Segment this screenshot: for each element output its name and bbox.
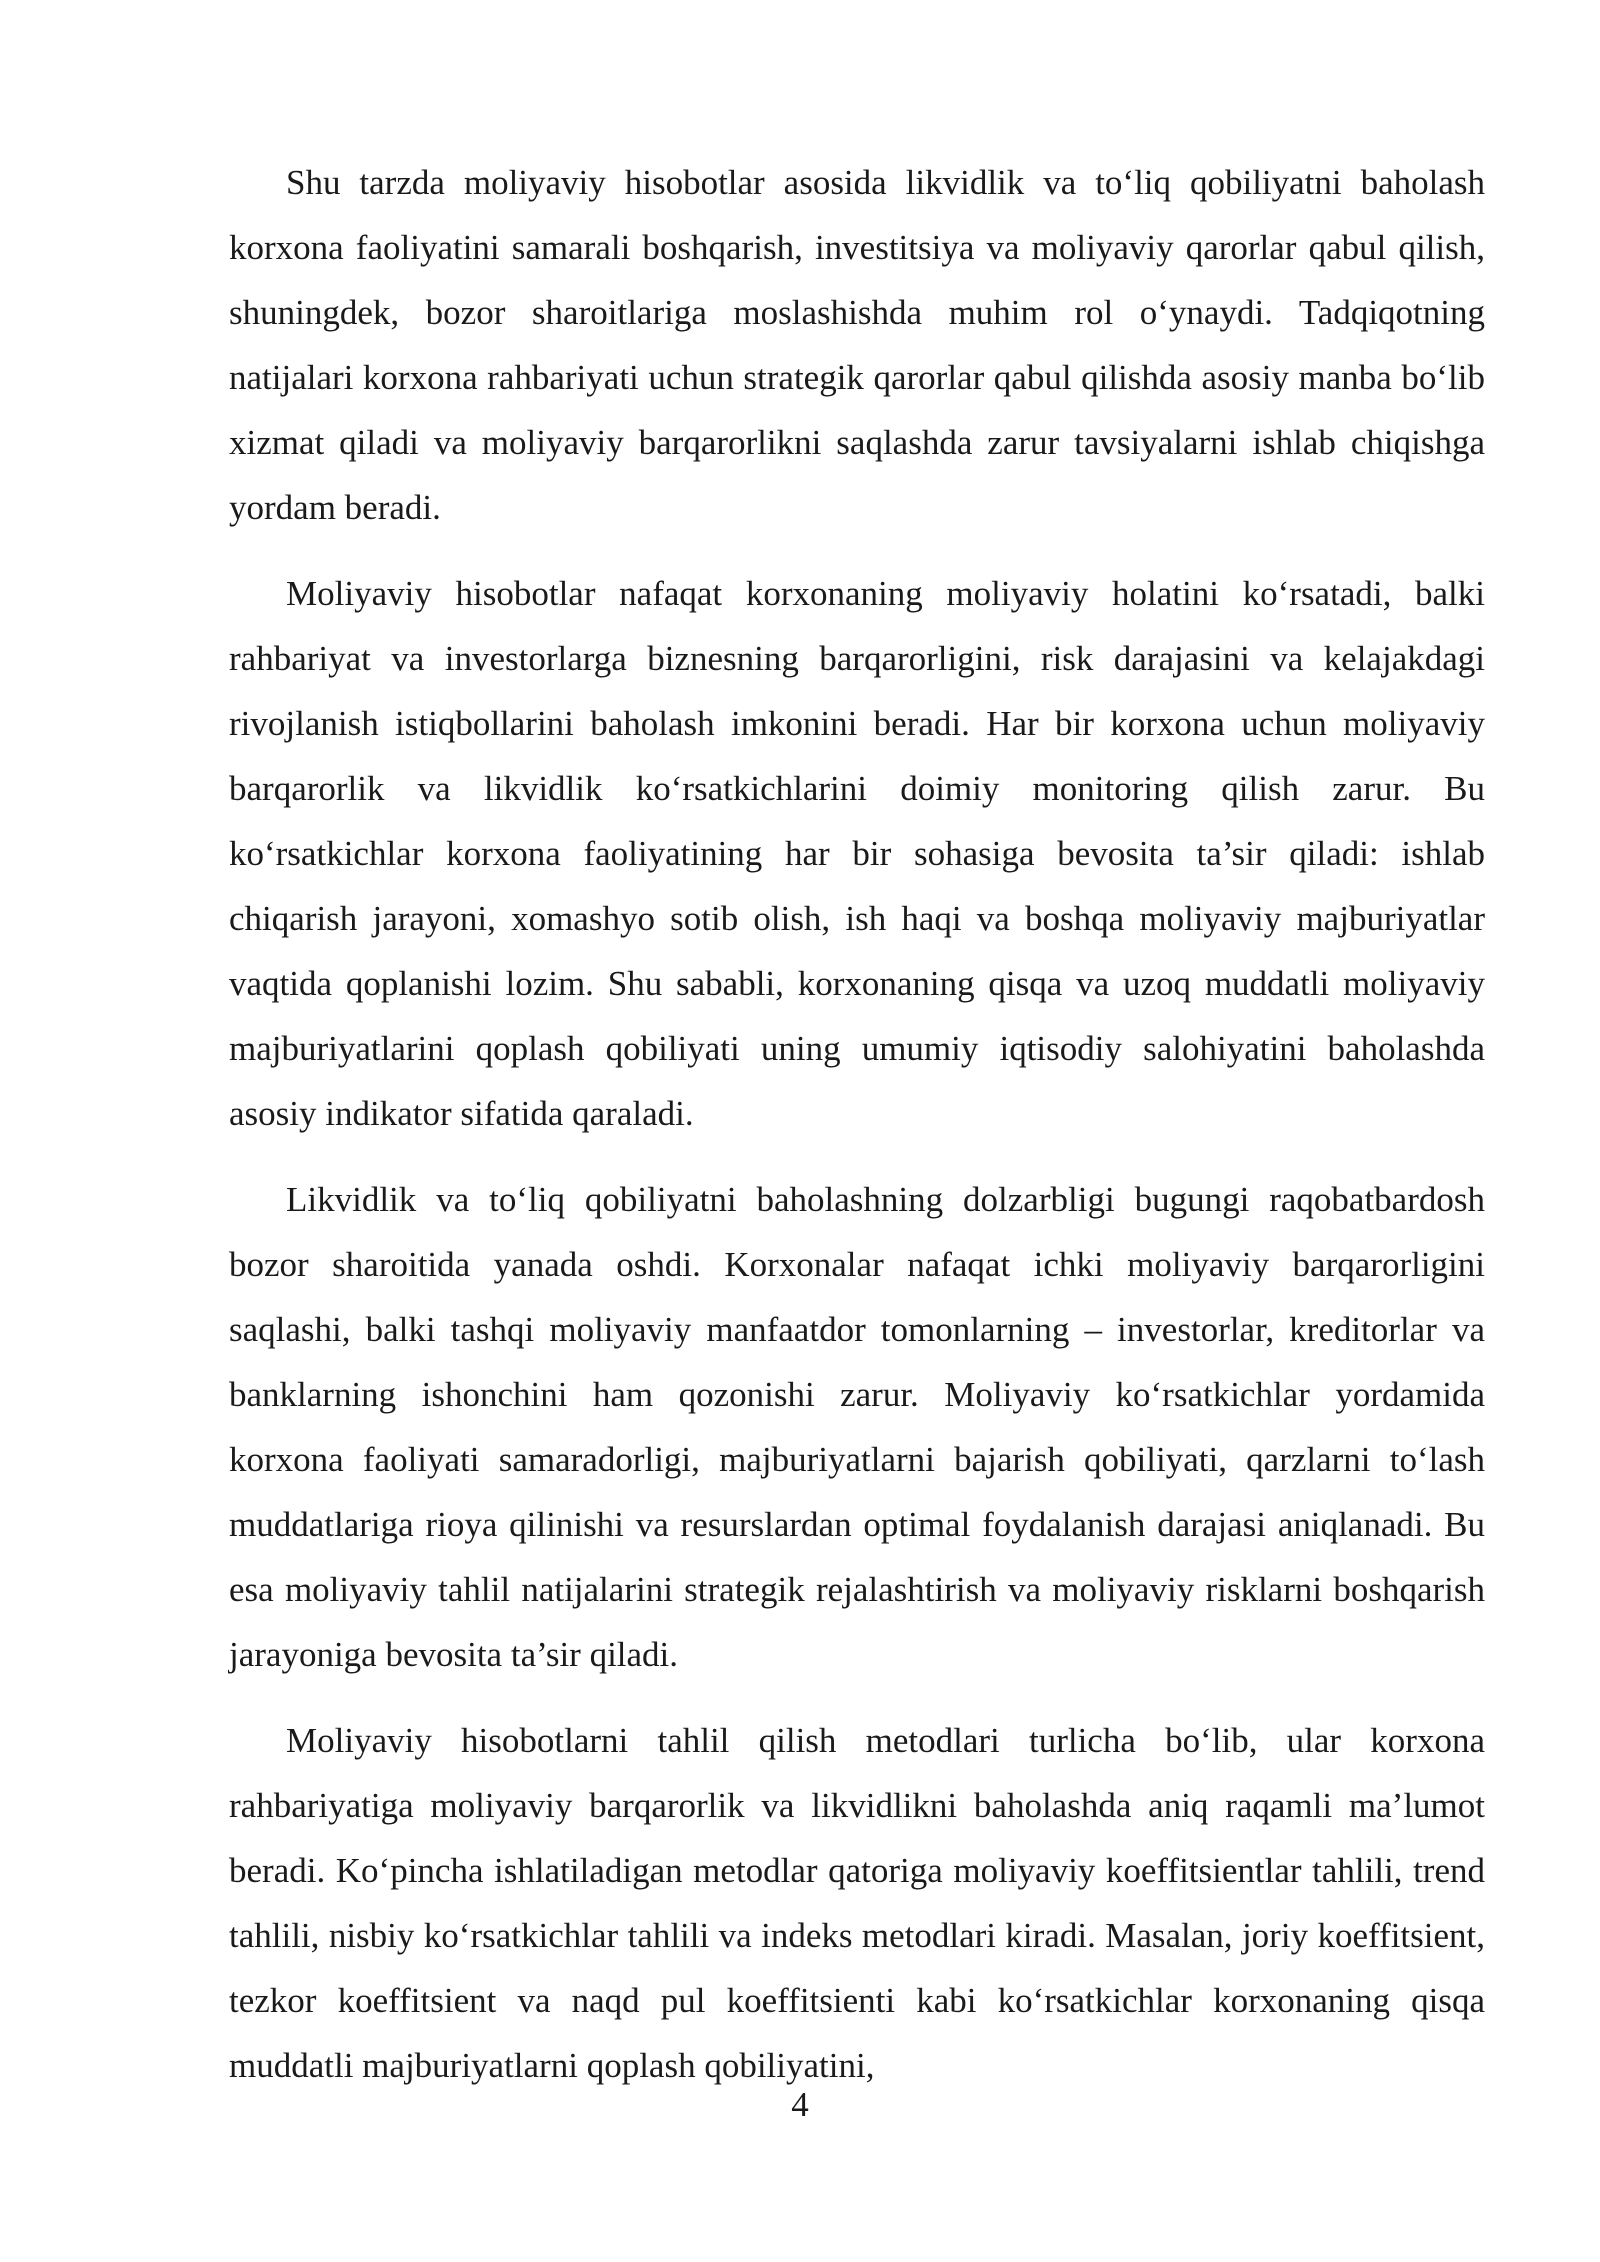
page-number: 4	[791, 2085, 809, 2124]
paragraph-4: Moliyaviy hisobotlarni tahlil qilish metodlari turlicha bo‘lib, ular korxona rahbariyatiga moliyaviy barqarorlik va likvidlikni baholashda aniq raqamli ma’lumot beradi. Ko‘pincha ishlatiladigan metodlar qatoriga moliyaviy koeffitsientlar tahlili, trend tahlili, nisbiy ko‘rsatkichlar tahlili va indeks metodlari kiradi. Masalan, joriy koeffitsient, tezkor koeffitsient va naqd pul koeffitsienti kabi ko‘rsatkichlar korxonaning qisqa muddatli majburiyatlarni qoplash qobiliyatini,	[229, 1721, 1485, 2085]
paragraph-1: Shu tarzda moliyaviy hisobotlar asosida likvidlik va to‘liq qobiliyatni baholash korxona faoliyatini samarali boshqarish, investitsiya va moliyaviy qarorlar qabul qilish, shuningdek, bozor sharoitlariga moslashishda muhim rol o‘ynaydi. Tadqiqotning natijalari korxona rahbariyati uchun strategik qarorlar qabul qilishda asosiy manba bo‘lib xizmat qiladi va moliyaviy barqarorlikni saqlashda zarur tavsiyalarni ishlab chiqishga yordam beradi.	[229, 163, 1485, 527]
paragraph-3: Likvidlik va to‘liq qobiliyatni baholashning dolzarbligi bugungi raqobatbardosh bozor sharoitida yanada oshdi. Korxonalar nafaqat ichki moliyaviy barqarorligini saqlashi, balki tashqi moliyaviy manfaatdor tomonlarning – investorlar, kreditorlar va banklarning ishonchini ham qozonishi zarur. Moliyaviy ko‘rsatkichlar yordamida korxona faoliyati samaradorligi, majburiyatlarni bajarish qobiliyati, qarzlarni to‘lash muddatlariga rioya qilinishi va resurslardan optimal foydalanish darajasi aniqlanadi. Bu esa moliyaviy tahlil natijalarini strategik rejalashtirish va moliyaviy risklarni boshqarish jarayoniga bevosita ta’sir qiladi.	[229, 1180, 1485, 1674]
body-text	[229, 150, 1485, 2119]
paragraph-2: Moliyaviy hisobotlar nafaqat korxonaning moliyaviy holatini ko‘rsatadi, balki rahbariyat va investorlarga biznesning barqarorligini, risk darajasini va kelajakdagi rivojlanish istiqbollarini baholash imkonini beradi. Har bir korxona uchun moliyaviy barqarorlik va likvidlik ko‘rsatkichlarini doimiy monitoring qilish zarur. Bu ko‘rsatkichlar korxona faoliyatining har bir sohasiga bevosita ta’sir qiladi: ishlab chiqarish jarayoni, xomashyo sotib olish, ish haqi va boshqa moliyaviy majburiyatlar vaqtida qoplanishi lozim. Shu sababli, korxonaning qisqa va uzoq muddatli moliyaviy majburiyatlarini qoplash qobiliyati uning umumiy iqtisodiy salohiyatini baholashda asosiy indikator sifatida qaraladi.	[229, 574, 1485, 1133]
